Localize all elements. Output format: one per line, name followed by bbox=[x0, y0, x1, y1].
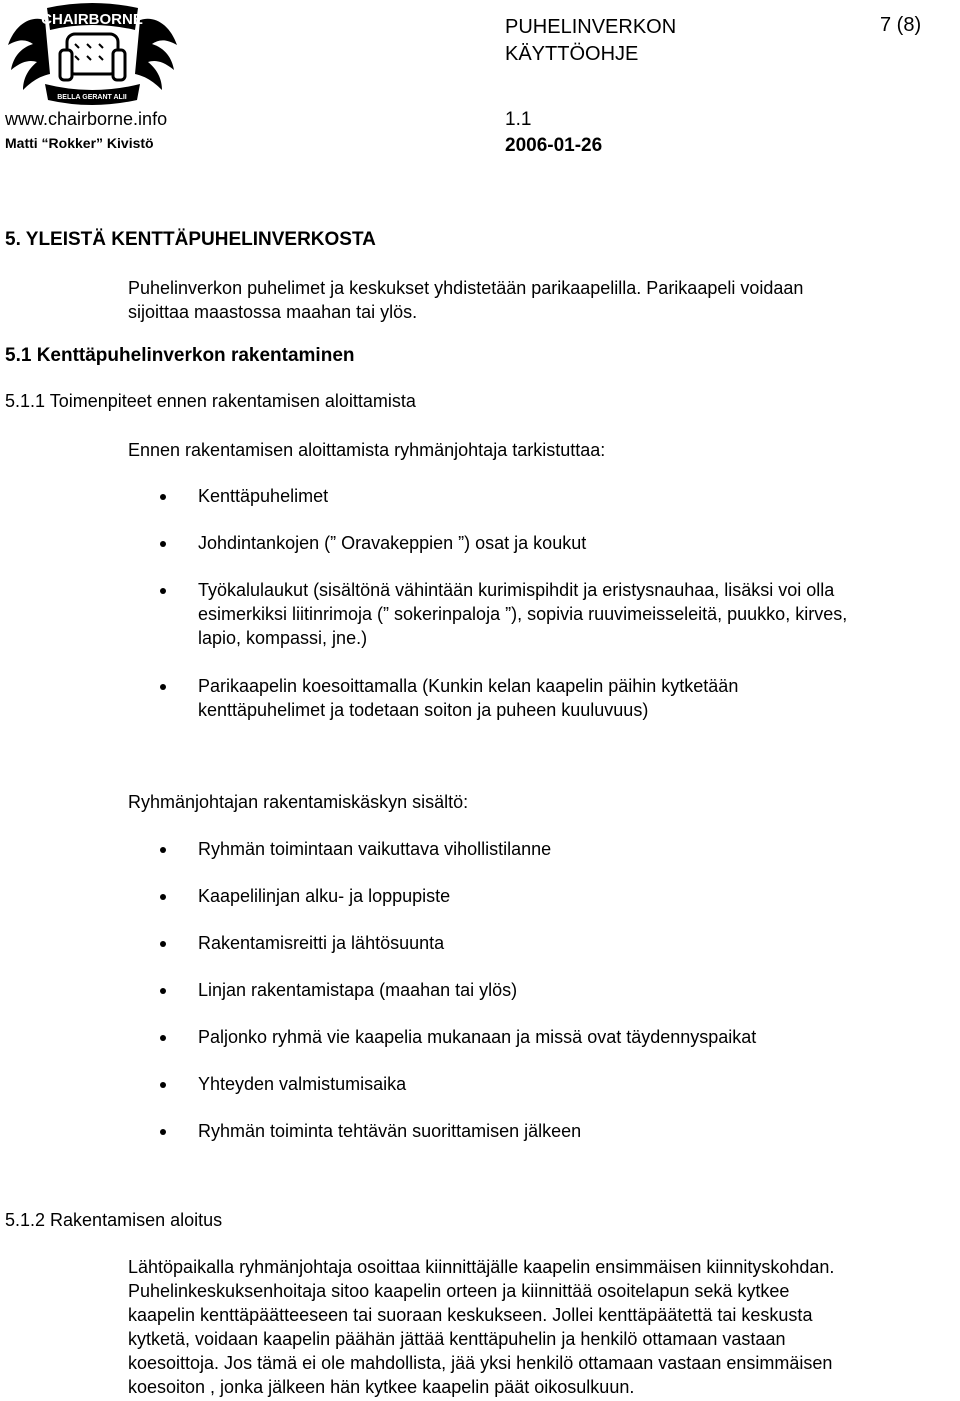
section-5-1-1-heading: 5.1.1 Toimenpiteet ennen rakentamisen aloittamista bbox=[5, 391, 416, 411]
document-version: 1.1 bbox=[505, 109, 532, 130]
logo-name: CHAIRBORNE bbox=[41, 11, 143, 28]
text-line: koesoittoja. Jos tämä ei ole mahdollista, jää yksi henkilö ottamaan vastaan ensimmäisen bbox=[128, 1353, 833, 1373]
header-url[interactable]: www.chairborne.info bbox=[5, 109, 168, 129]
order-intro: Ryhmänjohtajan rakentamiskäskyn sisältö: bbox=[128, 792, 469, 812]
bullet-icon bbox=[160, 1035, 166, 1041]
bullet-icon bbox=[160, 588, 166, 594]
text-line: Paljonko ryhmä vie kaapelia mukanaan ja missä ovat täydennyspaikat bbox=[198, 1027, 757, 1047]
section-5-1-2-body bbox=[128, 1255, 958, 1399]
section-5-1-heading: 5.1 Kenttäpuhelinverkon rakentaminen bbox=[5, 345, 355, 366]
text-line: kytketä, voidaan kaapelin päähän jättää kenttäpuhelin ja henkilö ottamaan vastaan bbox=[128, 1329, 786, 1349]
bullet-icon bbox=[160, 1082, 166, 1088]
bullet-icon bbox=[160, 847, 166, 853]
text-line: Puhelinverkon puhelimet ja keskukset yhdistetään parikaapelilla. Parikaapeli voidaan bbox=[128, 278, 804, 298]
text-line: Kenttäpuhelimet bbox=[198, 486, 329, 506]
bullet-icon bbox=[160, 1129, 166, 1135]
text-line: Yhteyden valmistumisaika bbox=[198, 1074, 407, 1094]
text-line: Ryhmän toiminta tehtävän suorittamisen jälkeen bbox=[198, 1121, 582, 1141]
document-date: 2006-01-26 bbox=[505, 135, 603, 156]
bullet-icon bbox=[160, 541, 166, 547]
text-line: Puhelinkeskuksenhoitaja sitoo kaapelin orteen ja kiinnittää osoitelapun sekä kytkee bbox=[128, 1281, 790, 1301]
bullet-icon bbox=[160, 941, 166, 947]
section-5-1-2-heading: 5.1.2 Rakentamisen aloitus bbox=[5, 1210, 223, 1230]
text-line: kenttäpuhelimet ja todetaan soiton ja puheen kuuluvuus) bbox=[198, 700, 649, 720]
section-5-intro bbox=[128, 276, 958, 324]
text-line: sijoittaa maastossa maahan tai ylös. bbox=[128, 302, 418, 322]
header-title-line2: KÄYTTÖOHJE bbox=[505, 43, 639, 65]
text-line: kaapelin kenttäpäätteeseen tai suoraan keskukseen. Jollei kenttäpäätettä tai keskusta bbox=[128, 1305, 813, 1325]
text-line: Ryhmän toimintaan vaikuttava vihollistilanne bbox=[198, 839, 552, 859]
chairborne-logo bbox=[5, 0, 180, 110]
text-line: Rakentamisreitti ja lähtösuunta bbox=[198, 933, 445, 953]
text-line: esimerkiksi liitinrimoja (” sokerinpaloja ”), sopivia ruuvimeisseleitä, puukko, kirves, bbox=[198, 604, 848, 624]
text-line: Kaapelilinjan alku- ja loppupiste bbox=[198, 886, 451, 906]
header-title-line1: PUHELINVERKON bbox=[505, 16, 677, 38]
page-number: 7 (8) bbox=[880, 14, 922, 36]
text-line: Linjan rakentamistapa (maahan tai ylös) bbox=[198, 980, 518, 1000]
logo-tagline: BELLA GERANT ALII bbox=[57, 94, 127, 101]
text-line: Työkalulaukut (sisältönä vähintään kurimispihdit ja eristysnauhaa, lisäksi voi olla bbox=[198, 580, 835, 600]
header-author: Matti “Rokker” Kivistö bbox=[5, 135, 154, 151]
text-line: koesoiton , jonka jälkeen hän kytkee kaapelin päät oikosulkuun. bbox=[128, 1377, 635, 1397]
bullet-icon bbox=[160, 684, 166, 690]
bullet-icon bbox=[160, 494, 166, 500]
bullet-icon bbox=[160, 988, 166, 994]
header-title bbox=[505, 14, 765, 68]
text-line: Johdintankojen (” Oravakeppien ”) osat ja koukut bbox=[198, 533, 587, 553]
text-line: Parikaapelin koesoittamalla (Kunkin kelan kaapelin päihin kytketään bbox=[198, 676, 739, 696]
bullet-icon bbox=[160, 894, 166, 900]
section-5-heading: 5. YLEISTÄ KENTTÄPUHELINVERKOSTA bbox=[5, 229, 376, 250]
text-line: lapio, kompassi, jne.) bbox=[198, 628, 368, 648]
checklist-intro: Ennen rakentamisen aloittamista ryhmänjohtaja tarkistuttaa: bbox=[128, 440, 606, 460]
text-line: Lähtöpaikalla ryhmänjohtaja osoittaa kiinnittäjälle kaapelin ensimmäisen kiinnityskohdan. bbox=[128, 1257, 835, 1277]
